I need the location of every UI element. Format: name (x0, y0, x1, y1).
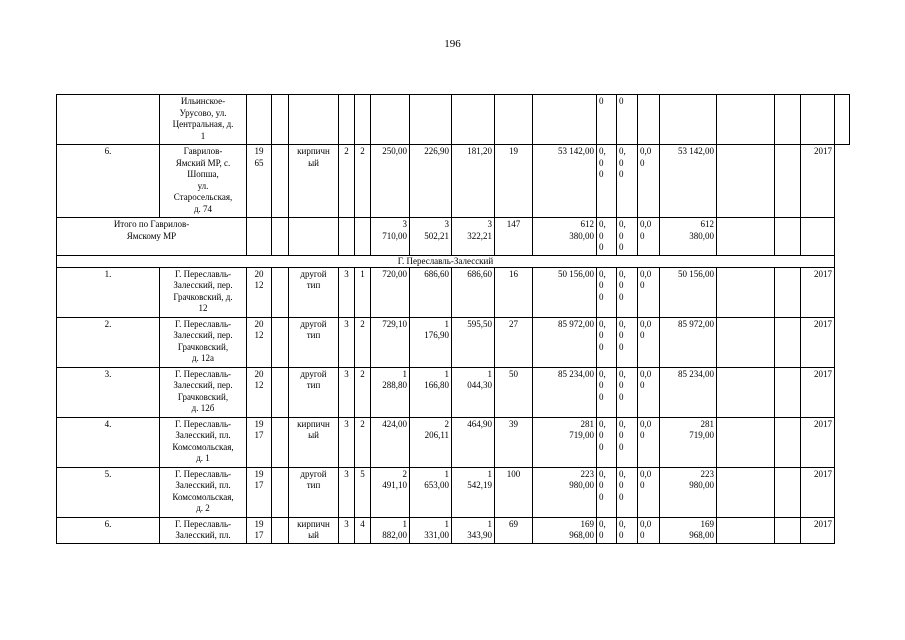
cell-col-12: 85 234,00 (533, 367, 597, 417)
cell-col-10: 1 044,30 (452, 367, 495, 417)
cell-col-13: 0, 0 0 (597, 145, 617, 218)
cell-col-2: Г. Переславль- Залесский, пер. Грачковский, д. 12а (160, 317, 247, 367)
table-row (57, 517, 850, 543)
cell-col-2: Г. Переславль- Залесский, пер. Грачковский, д. 12б (160, 367, 247, 417)
cell-col-18 (775, 417, 801, 467)
cell-col-8: 2 491,10 (371, 467, 410, 517)
cell-col-4 (272, 267, 289, 317)
cell-col-19: 2017 (801, 517, 835, 543)
cell-col-13: 0 (597, 95, 617, 145)
cell-col-19: 2017 (801, 467, 835, 517)
cell-col-2: Г. Переславль- Залесский, пл. Комсомольская, д. 1 (160, 417, 247, 467)
cell-col-4 (272, 467, 289, 517)
table-row (57, 417, 850, 467)
cell-col-14: 0, 0 0 (617, 317, 638, 367)
cell-col-17 (717, 417, 775, 467)
table-row (57, 367, 850, 417)
cell-col-16: 85 972,00 (660, 317, 717, 367)
cell-col-1: 5. (57, 467, 160, 517)
cell-col-7 (355, 218, 371, 256)
cell-col-3: 19 17 (247, 467, 272, 517)
cell-col-2: Г. Переславль- Залесский, пл. (160, 517, 247, 543)
cell-col-4 (272, 218, 289, 256)
cell-col-10: 686,60 (452, 267, 495, 317)
cell-col-9: 1 166,80 (410, 367, 452, 417)
cell-col-14: 0, 0 0 (617, 145, 638, 218)
cell-col-10: 3 322,21 (452, 218, 495, 256)
cell-col-11: 69 (495, 517, 533, 543)
cell-col-18 (775, 267, 801, 317)
cell-col-12: 53 142,00 (533, 145, 597, 218)
cell-col-12: 85 972,00 (533, 317, 597, 367)
cell-col-3: 20 12 (247, 367, 272, 417)
cell-col-17 (717, 317, 775, 367)
cell-col-5: кирпичн ый (289, 417, 339, 467)
cell-col-14: 0, 0 0 (617, 467, 638, 517)
cell-col-11 (495, 95, 533, 145)
cell-col-17 (717, 517, 775, 543)
cell-col-2: Ильинское- Урусово, ул. Центральная, д. 1 (160, 95, 247, 145)
cell-col-19: 2017 (801, 367, 835, 417)
cell-col-17 (717, 95, 775, 145)
cell-col-16 (660, 95, 717, 145)
cell-col-7: 4 (355, 517, 371, 543)
cell-col-8: 3 710,00 (371, 218, 410, 256)
cell-col-16: 85 234,00 (660, 367, 717, 417)
cell-col-18 (775, 218, 801, 256)
cell-col-19 (801, 95, 835, 145)
cell-col-14: 0, 0 0 (617, 218, 638, 256)
cell-col-13: 0, 0 0 (597, 367, 617, 417)
cell-col-6: 3 (339, 517, 355, 543)
cell-col-20 (835, 95, 850, 145)
cell-col-4 (272, 95, 289, 145)
cell-col-12: 50 156,00 (533, 267, 597, 317)
cell-col-3: 20 12 (247, 317, 272, 367)
cell-col-5: другой тип (289, 267, 339, 317)
cell-col-13: 0, 0 0 (597, 417, 617, 467)
cell-col-18 (775, 367, 801, 417)
cell-col-17 (717, 267, 775, 317)
cell-col-8: 729,10 (371, 317, 410, 367)
cell-col-15 (638, 95, 660, 145)
cell-col-15: 0,0 0 (638, 417, 660, 467)
cell-col-18 (775, 517, 801, 543)
cell-col-4 (272, 367, 289, 417)
cell-col-2: Г. Переславль- Залесский, пер. Грачковский, д. 12 (160, 267, 247, 317)
cell-col-1: 4. (57, 417, 160, 467)
cell-col-16: 50 156,00 (660, 267, 717, 317)
cell-col-19: 2017 (801, 417, 835, 467)
cell-col-16: 169 968,00 (660, 517, 717, 543)
cell-col-14: 0, 0 0 (617, 267, 638, 317)
cell-col-3 (247, 218, 272, 256)
cell-col-9: 1 653,00 (410, 467, 452, 517)
cell-col-16: 53 142,00 (660, 145, 717, 218)
cell-col-18 (775, 317, 801, 367)
cell-col-8 (371, 95, 410, 145)
cell-col-10: 595,50 (452, 317, 495, 367)
table-row (57, 317, 850, 367)
cell-col-7: 2 (355, 317, 371, 367)
cell-col-12: 169 968,00 (533, 517, 597, 543)
cell-col-18 (775, 95, 801, 145)
cell-col-9: 2 206,11 (410, 417, 452, 467)
cell-col-19: 2017 (801, 317, 835, 367)
cell-col-9: 226,90 (410, 145, 452, 218)
cell-col-4 (272, 417, 289, 467)
cell-col-6: 3 (339, 467, 355, 517)
cell-col-10: 464,90 (452, 417, 495, 467)
cell-col-11: 100 (495, 467, 533, 517)
cell-col-1: Итого по Гаврилов- Ямскому МР (57, 218, 247, 256)
cell-col-11: 147 (495, 218, 533, 256)
cell-col-13: 0, 0 0 (597, 317, 617, 367)
cell-col-5: другой тип (289, 317, 339, 367)
cell-col-7 (355, 95, 371, 145)
cell-col-1: 2. (57, 317, 160, 367)
cell-col-6 (339, 218, 355, 256)
cell-col-13: 0, 0 0 (597, 218, 617, 256)
cell-col-7: 5 (355, 467, 371, 517)
cell-col-10: 181,20 (452, 145, 495, 218)
cell-col-18 (775, 467, 801, 517)
cell-col-14: 0 (617, 95, 638, 145)
cell-col-3: 19 65 (247, 145, 272, 218)
cell-col-5: кирпичн ый (289, 517, 339, 543)
cell-col-14: 0, 0 0 (617, 367, 638, 417)
cell-col-4 (272, 317, 289, 367)
cell-col-5: другой тип (289, 467, 339, 517)
cell-col-5 (289, 218, 339, 256)
cell-col-17 (717, 367, 775, 417)
cell-col-19 (801, 218, 835, 256)
table-row (57, 467, 850, 517)
table-row (57, 267, 850, 317)
cell-col-15: 0,0 0 (638, 218, 660, 256)
cell-col-13: 0, 0 (597, 517, 617, 543)
cell-col-11: 27 (495, 317, 533, 367)
section-row (57, 255, 850, 267)
cell-col-14: 0, 0 0 (617, 417, 638, 467)
cell-col-12: 223 980,00 (533, 467, 597, 517)
cell-col-10 (452, 95, 495, 145)
housing-repair-table (56, 94, 850, 544)
cell-col-15: 0,0 0 (638, 267, 660, 317)
cell-col-15: 0,0 0 (638, 145, 660, 218)
cell-col-10: 1 542,19 (452, 467, 495, 517)
cell-col-1 (57, 95, 160, 145)
cell-col-3: 20 12 (247, 267, 272, 317)
cell-col-3: 19 17 (247, 517, 272, 543)
cell-col-17 (717, 218, 775, 256)
cell-col-9 (410, 95, 452, 145)
cell-col-16: 281 719,00 (660, 417, 717, 467)
cell-col-8: 1 882,00 (371, 517, 410, 543)
page-number: 196 (444, 38, 461, 50)
cell-col-18 (775, 145, 801, 218)
cell-col-14: 0, 0 (617, 517, 638, 543)
cell-col-4 (272, 517, 289, 543)
cell-col-11: 39 (495, 417, 533, 467)
cell-col-2: Г. Переславль- Залесский, пл. Комсомольская, д. 2 (160, 467, 247, 517)
cell-col-3: 19 17 (247, 417, 272, 467)
cell-col-17 (717, 145, 775, 218)
cell-col-17 (717, 467, 775, 517)
cell-col-12: 612 380,00 (533, 218, 597, 256)
cell-col-7: 1 (355, 267, 371, 317)
cell-col-9: 1 176,90 (410, 317, 452, 367)
cell-col-9: 1 331,00 (410, 517, 452, 543)
cell-col-12: 281 719,00 (533, 417, 597, 467)
cell-col-6: 3 (339, 267, 355, 317)
cell-col-9: 3 502,21 (410, 218, 452, 256)
cell-col-10: 1 343,90 (452, 517, 495, 543)
cell-col-8: 1 288,80 (371, 367, 410, 417)
cell-col-11: 19 (495, 145, 533, 218)
cell-col-8: 720,00 (371, 267, 410, 317)
cell-col-6 (339, 95, 355, 145)
cell-col-19: 2017 (801, 145, 835, 218)
cell-col-8: 424,00 (371, 417, 410, 467)
cell-col-2: Гаврилов- Ямский МР, с. Шопша, ул. Старосельская, д. 74 (160, 145, 247, 218)
section-title: Г. Переславль-Залесский (57, 255, 835, 267)
table-row (57, 145, 850, 218)
cell-col-4 (272, 145, 289, 218)
cell-col-1: 1. (57, 267, 160, 317)
cell-col-6: 3 (339, 367, 355, 417)
cell-col-16: 612 380,00 (660, 218, 717, 256)
cell-col-15: 0,0 0 (638, 517, 660, 543)
cell-col-6: 3 (339, 417, 355, 467)
cell-col-5 (289, 95, 339, 145)
cell-col-8: 250,00 (371, 145, 410, 218)
cell-col-11: 16 (495, 267, 533, 317)
cell-col-13: 0, 0 0 (597, 267, 617, 317)
cell-col-1: 3. (57, 367, 160, 417)
cell-col-11: 50 (495, 367, 533, 417)
cell-col-6: 2 (339, 145, 355, 218)
total-row (57, 218, 850, 256)
cell-col-16: 223 980,00 (660, 467, 717, 517)
cell-col-7: 2 (355, 145, 371, 218)
cell-col-12 (533, 95, 597, 145)
cell-col-3 (247, 95, 272, 145)
cell-col-5: другой тип (289, 367, 339, 417)
cell-col-1: 6. (57, 145, 160, 218)
cell-col-15: 0,0 0 (638, 367, 660, 417)
cell-col-15: 0,0 0 (638, 467, 660, 517)
cell-col-7: 2 (355, 367, 371, 417)
cell-col-13: 0, 0 0 (597, 467, 617, 517)
cell-col-7: 2 (355, 417, 371, 467)
cell-col-1: 6. (57, 517, 160, 543)
cell-col-5: кирпичн ый (289, 145, 339, 218)
cell-col-19: 2017 (801, 267, 835, 317)
cell-col-15: 0,0 0 (638, 317, 660, 367)
table-row (57, 95, 850, 145)
cell-col-6: 3 (339, 317, 355, 367)
cell-col-9: 686,60 (410, 267, 452, 317)
